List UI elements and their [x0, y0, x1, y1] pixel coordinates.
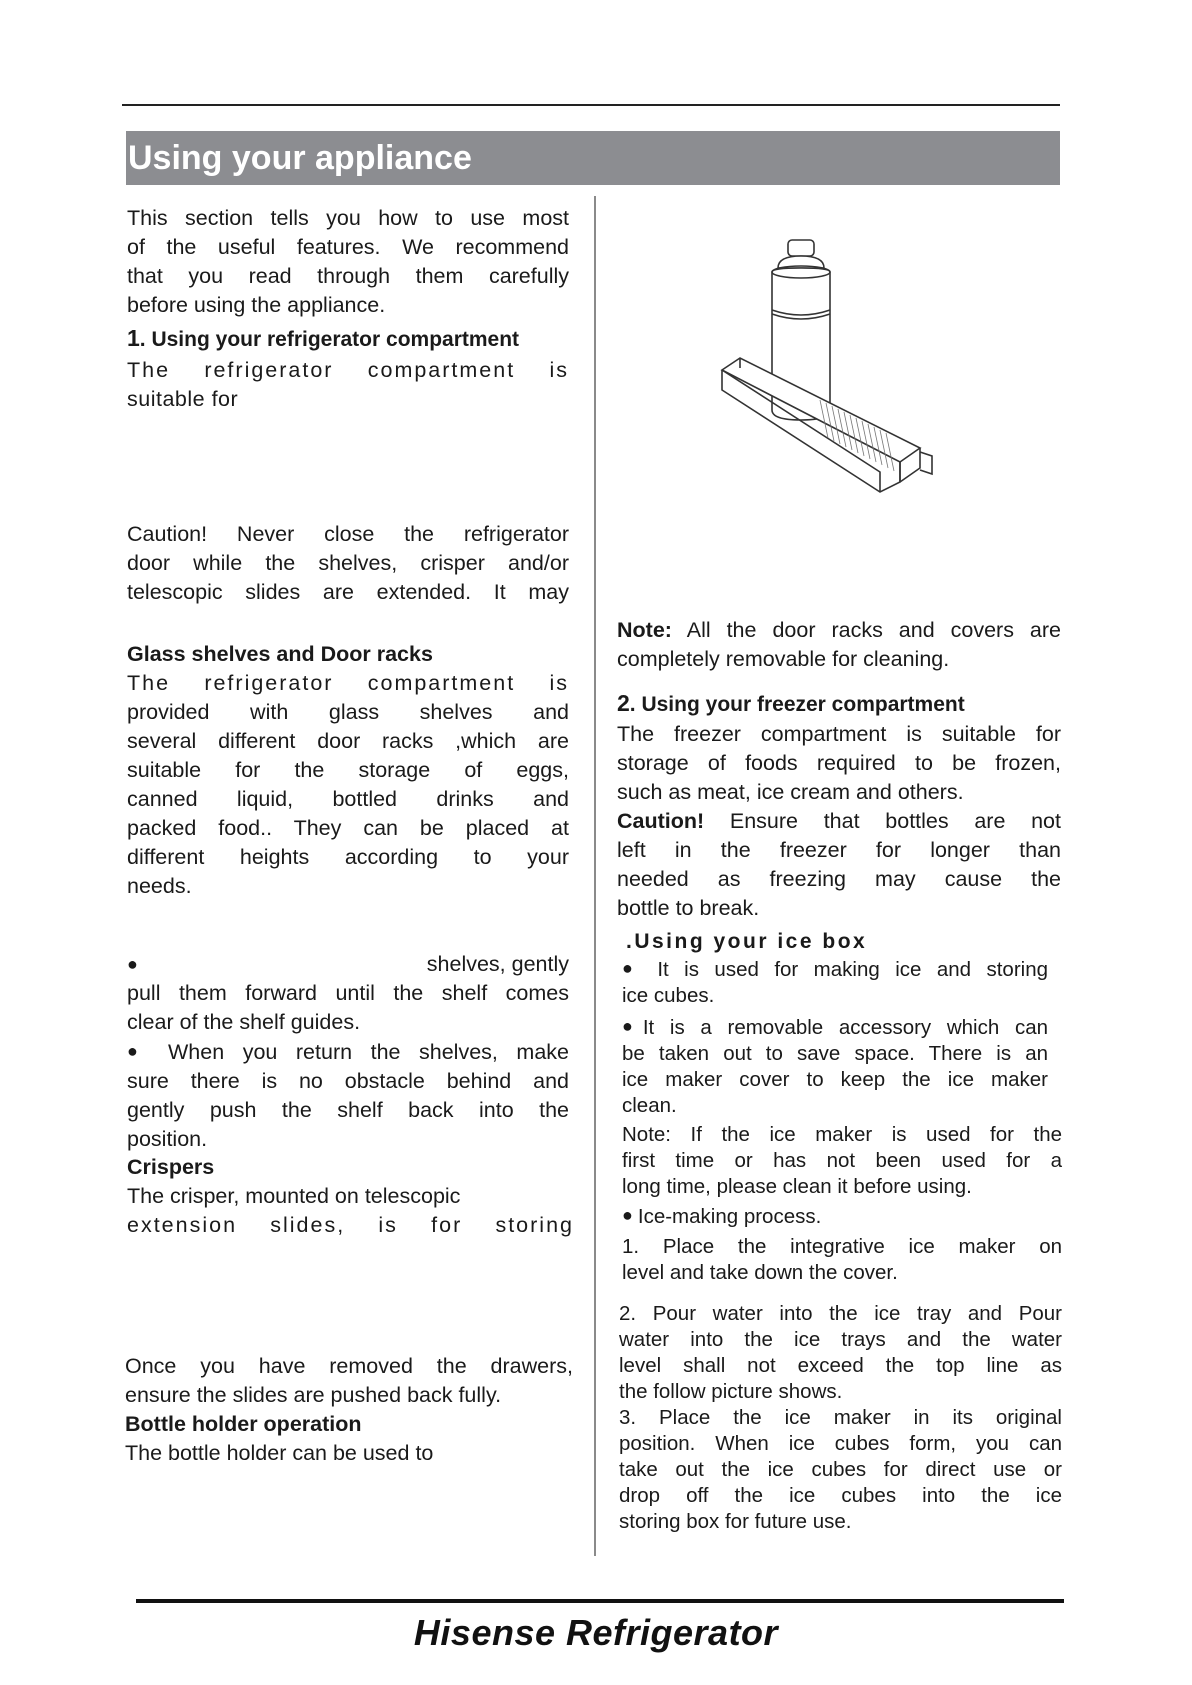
section-number: 1 — [127, 325, 140, 351]
bullet-icon: ● — [622, 958, 658, 978]
text-fragment: It is used for making ice and storing — [657, 958, 1049, 981]
drawers-paragraph — [125, 1352, 573, 1410]
text-line — [617, 616, 1061, 645]
footer-rule — [136, 1599, 1064, 1603]
section-1-heading — [127, 324, 569, 354]
text-line: This section tells you how to use most — [127, 206, 569, 230]
text-line: position. When ice cubes form, you can — [619, 1432, 1062, 1455]
text-line: The freezer compartment is suitable for — [617, 722, 1061, 746]
text-line: ice maker cover to keep the ice maker — [622, 1068, 1048, 1091]
caution-paragraph — [127, 520, 569, 607]
text-line: telescopic slides are extended. It may — [127, 580, 569, 604]
ice-maker-note — [622, 1122, 1062, 1286]
text-line: first time or has not been used for a — [622, 1149, 1062, 1172]
text-line: provided with glass shelves and — [127, 700, 569, 724]
text-line: The refrigerator compartment is — [127, 671, 569, 695]
text-line: suitable for — [127, 387, 239, 411]
text-line: extension slides, is for storing — [127, 1213, 574, 1237]
text-fragment: shelves, gently — [426, 952, 569, 976]
text-line: the follow picture shows. — [619, 1380, 843, 1403]
text-line: ensure the slides are pushed back fully. — [125, 1383, 502, 1407]
text-line: gently push the shelf back into the — [127, 1098, 569, 1122]
bullet-icon: ● — [622, 1205, 638, 1225]
bullet-icon: ● — [127, 1041, 168, 1061]
section-2-heading — [617, 689, 1061, 719]
text-line: door while the shelves, crisper and/or — [127, 551, 569, 575]
text-line: suitable for the storage of eggs, — [127, 758, 569, 782]
text-fragment: Ice-making process. — [637, 1205, 822, 1228]
text-line: storage of foods required to be frozen, — [617, 751, 1061, 775]
text-line: sure there is no obstacle behind and — [127, 1069, 569, 1093]
bullet-line — [127, 950, 569, 979]
text-line: long time, please clean it before using. — [622, 1175, 972, 1198]
ice-steps — [619, 1301, 1062, 1535]
text-line: Once you have removed the drawers, — [125, 1354, 573, 1378]
column-divider — [594, 196, 596, 1556]
text-line: packed food.. They can be placed at — [127, 816, 569, 840]
text-line: bottle to break. — [617, 896, 760, 920]
section-title: . Using your freezer compartment — [629, 693, 965, 716]
text-line: The refrigerator compartment is — [127, 358, 569, 382]
note-label: Note: — [617, 618, 672, 642]
text-fragment: When you return the shelves, make — [168, 1040, 569, 1064]
text-line: The crisper, mounted on telescopic — [127, 1184, 461, 1208]
bottle-holder-illustration — [720, 230, 960, 530]
text-line: completely removable for cleaning. — [617, 647, 950, 671]
text-line: that you read through them carefully — [127, 264, 569, 288]
text-line: 3. Place the ice maker in its original — [619, 1406, 1062, 1429]
ice-box-heading — [626, 927, 1070, 956]
text-line: water into the ice trays and the water — [619, 1328, 1062, 1351]
text-line: Caution! Never close the refrigerator — [127, 522, 569, 546]
text-line: of the useful features. We recommend — [127, 235, 569, 259]
text-line: take out the ice cubes for direct use or — [619, 1458, 1062, 1481]
section-title: . Using your refrigerator compartment — [139, 328, 520, 351]
text-line: ice cubes. — [622, 984, 715, 1007]
bottle-holder-heading: Bottle holder operation — [125, 1412, 362, 1436]
text-line: level and take down the cover. — [622, 1261, 898, 1284]
section-1-text — [127, 356, 569, 414]
note-paragraph — [617, 616, 1061, 674]
text-line: position. — [127, 1127, 208, 1151]
text-line: needed as freezing may cause the — [617, 867, 1061, 891]
text-line: such as meat, ice cream and others. — [617, 780, 964, 804]
text-line: left in the freezer for longer than — [617, 838, 1061, 862]
text-line: be taken out to save space. There is an — [622, 1042, 1048, 1065]
section-banner: Using your appliance — [126, 131, 1060, 185]
text-line: The bottle holder can be used to — [125, 1441, 434, 1465]
bottle-holder-section — [125, 1410, 567, 1468]
text-line: storing box for future use. — [619, 1510, 852, 1533]
text-line — [617, 807, 1061, 836]
left-intro — [127, 204, 569, 320]
text-line: 2. Pour water into the ice tray and Pour — [619, 1302, 1062, 1325]
text-line: Note: If the ice maker is used for the — [622, 1123, 1062, 1146]
text-fragment: All the door racks and covers are — [671, 618, 1061, 642]
text-line: needs. — [127, 874, 192, 898]
text-line: clear of the shelf guides. — [127, 1010, 361, 1034]
text-line: before using the appliance. — [127, 293, 386, 317]
bullet-line — [622, 1013, 1048, 1041]
caution-label: Caution! — [617, 809, 705, 833]
section-number: 2 — [617, 690, 630, 716]
crispers-heading: Crispers — [127, 1155, 215, 1179]
text-line: clean. — [622, 1094, 677, 1117]
section-2-text — [617, 720, 1061, 923]
shelf-bullets — [127, 950, 569, 1154]
glass-shelves-heading: Glass shelves and Door racks — [127, 642, 433, 666]
text-line: 1. Place the integrative ice maker on — [622, 1235, 1062, 1258]
ice-box-bullets — [622, 955, 1048, 1119]
text-fragment: Ensure that bottles are not — [704, 809, 1061, 833]
text-line: level shall not exceed the top line as — [619, 1354, 1062, 1377]
glass-shelves-section — [127, 640, 569, 901]
text-fragment: It is a removable accessory which can — [642, 1016, 1048, 1039]
crispers-section — [127, 1153, 574, 1240]
bullet-icon: ● — [622, 1016, 643, 1036]
top-rule — [122, 104, 1060, 106]
bullet-line — [622, 1202, 1062, 1230]
bullet-line — [127, 1037, 569, 1067]
bullet-line — [622, 955, 1048, 983]
text-line: drop off the ice cubes into the ice — [619, 1484, 1062, 1507]
text-line: several different door racks ,which are — [127, 729, 569, 753]
text-line: pull them forward until the shelf comes — [127, 981, 569, 1005]
text-line: different heights according to your — [127, 845, 569, 869]
footer-brand: Hisense Refrigerator — [413, 1612, 779, 1653]
bullet-icon: ● — [127, 954, 138, 974]
ice-box-title: .Using your ice box — [626, 930, 868, 953]
text-line: canned liquid, bottled drinks and — [127, 787, 569, 811]
